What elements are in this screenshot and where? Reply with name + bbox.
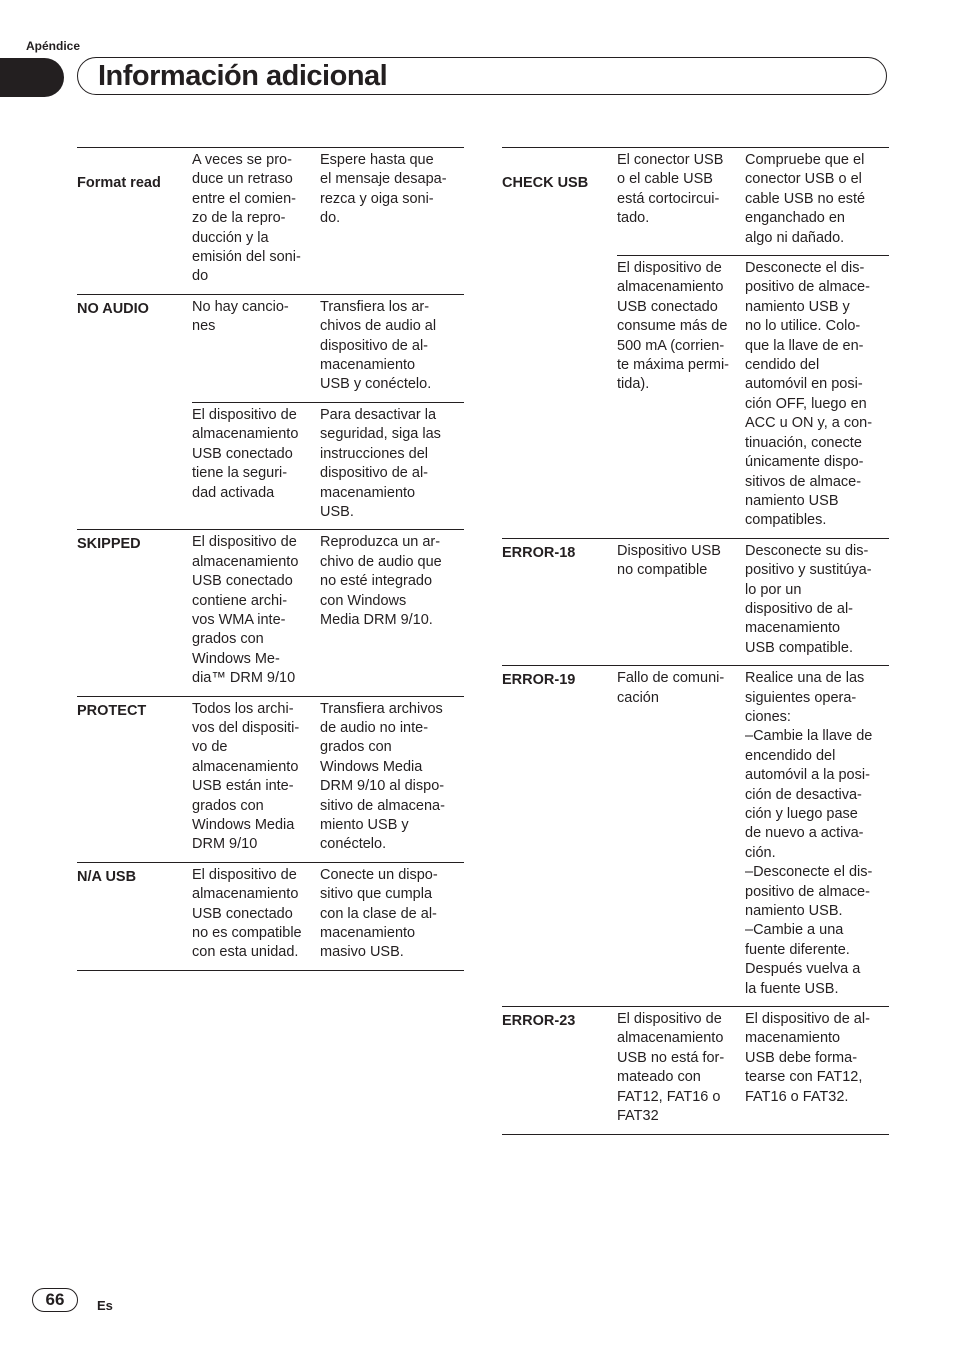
table-row [77,863,464,970]
cause-cell: A veces se pro- duce un retraso entre el comien- zo de la repro- ducción y la emisión del soni- do [192,152,301,285]
table-group [502,665,889,1006]
action-cell: Transfiera los ar- chivos de audio al dispositivo de al- macenamiento USB y conéctelo. [320,298,437,393]
message-code: NO AUDIO [77,300,149,317]
table-row [502,1007,889,1133]
table-row [192,402,464,529]
message-code: N/A USB [77,868,137,885]
message-code: ERROR-18 [502,544,576,561]
section-label: Apéndice [26,39,81,53]
cause-cell: El dispositivo de almacenamiento USB conectado tiene la seguri- dad activada [192,406,299,501]
cause-cell: El dispositivo de almacenamiento USB conectado contiene archi- vos WMA inte- grados con Windows Me- dia™ DRM 9/10 [192,534,299,687]
table-row [502,666,889,1006]
cause-cell: No hay cancio- nes [192,298,289,335]
right-message-table [502,147,889,1135]
table-row [502,148,889,255]
cause-cell: Todos los archi- vos del dispositi- vo de almacenamiento USB están inte- grados con Windows Media DRM 9/10 [192,700,300,853]
left-message-table [77,147,464,971]
action-cell: Realice una de las siguientes opera- ciones: –Cambie la llave de encendido del automóvil a la posi- ción de desactiva- ción y luego pase de nuevo a activa- ción. –Desconecte el dis- positivo de almace- namiento USB. –Cambie a una fuente diferente. Después vuelva a la fuente USB. [745,670,873,997]
message-code: SKIPPED [77,536,141,553]
cause-cell: El dispositivo de almacenamiento USB conectado consume más de 500 mA (corrien- te máxima permi- tida). [617,260,729,393]
message-code: CHECK USB [502,175,589,191]
table-group [502,147,889,538]
table-group [77,147,464,294]
message-code: PROTECT [77,702,147,719]
action-cell: Para desactivar la seguridad, siga las instrucciones del dispositivo de al- macenamiento USB. [320,406,441,520]
table-group [77,294,464,529]
cause-cell: Dispositivo USB no compatible [617,542,721,579]
action-cell: Espere hasta que el mensaje desapa- rezca y oiga soni- do. [320,152,447,227]
table-row [77,697,464,862]
table-group [502,1006,889,1134]
table-row [77,530,464,695]
table-row [617,255,889,538]
action-cell: El dispositivo de al- macenamiento USB debe forma- tearse con FAT12, FAT16 o FAT32. [745,1011,870,1105]
message-code: Format read [77,175,161,191]
table-group [502,538,889,665]
action-cell: Compruebe que el conector USB o el cable USB no esté enganchado en algo ni dañado. [745,152,866,246]
page-title: Información adicional [98,60,388,92]
table-row [77,148,464,294]
cause-cell: El dispositivo de almacenamiento USB conectado no es compatible con esta unidad. [192,866,302,961]
message-code: ERROR-23 [502,1013,576,1030]
page-number: 66 [32,1288,78,1312]
table-group [77,529,464,695]
action-cell: Desconecte su dis- positivo y sustitúya- lo por un dispositivo de al- macenamiento USB compatible. [745,542,872,656]
action-cell: Desconecte el dis- positivo de almace- namiento USB y no lo utilice. Colo- que la llave de en- cendido del automóvil en posi- ción OFF, luego en ACC u ON y, a con- tinuación, conecte únicamente dispo- sitivos de almace- namiento USB compatibles. [745,260,873,529]
table-row [502,539,889,665]
chapter-tab-marker [0,58,64,97]
cause-cell: El dispositivo de almacenamiento USB no está for- mateado con FAT12, FAT16 o FAT32 [617,1011,725,1125]
table-group [77,862,464,971]
cause-cell: Fallo de comuni- cación [617,670,725,706]
cause-cell: El conector USB o el cable USB está cortocircui- tado. [617,152,724,227]
language-code: Es [97,1298,113,1313]
message-code: ERROR-19 [502,672,576,689]
table-group [77,696,464,862]
action-cell: Transfiera archivos de audio no inte- grados con Windows Media DRM 9/10 al dispo- sitivo de almacena- miento USB y conéctelo. [320,700,445,853]
action-cell: Reproduzca un ar- chivo de audio que no esté integrado con Windows Media DRM 9/10. [320,534,442,628]
table-row [77,295,464,402]
action-cell: Conecte un dispo- sitivo que cumpla con la clase de al- macenamiento masivo USB. [320,866,438,961]
